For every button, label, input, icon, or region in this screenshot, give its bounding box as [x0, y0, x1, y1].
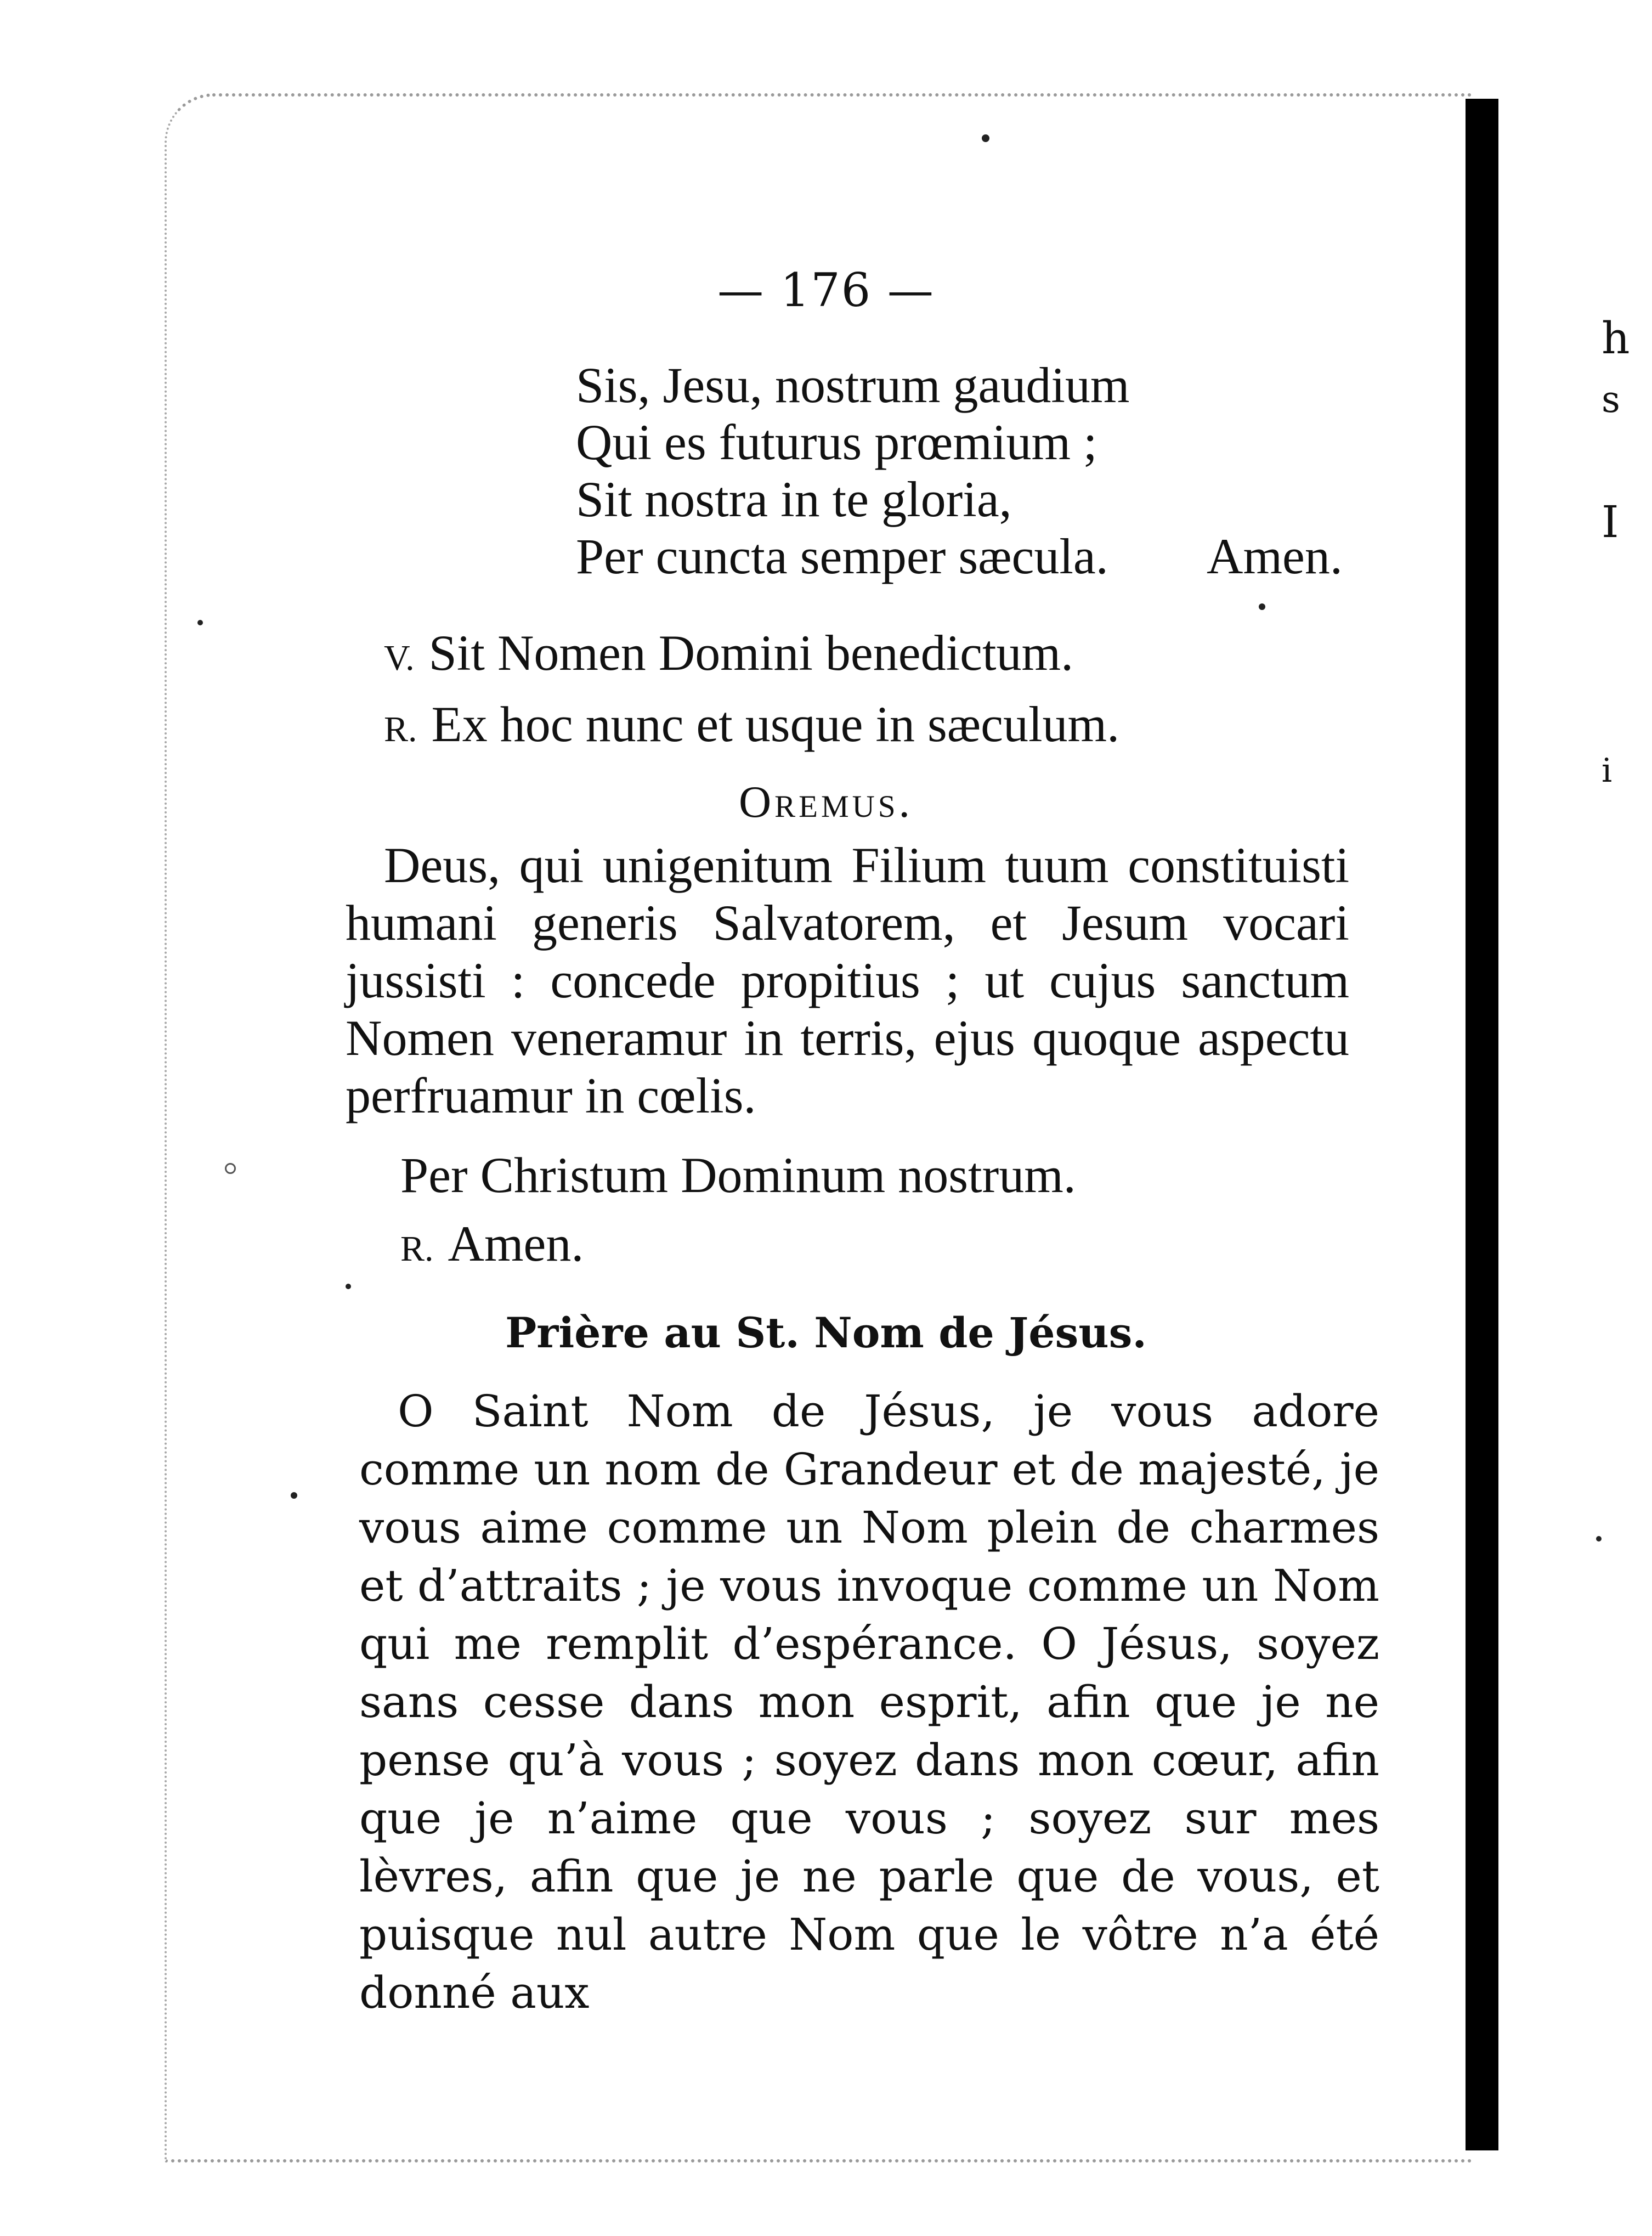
print-speck — [197, 620, 203, 625]
amen-text: Amen. — [448, 1216, 584, 1272]
hymn-amen: Amen. — [1207, 528, 1343, 584]
collect-prayer: Deus, qui unigenitum Filium tuum constituisti humani generis Salvatorem, et Jesum vocari jussisti : concede propitius ; ut cujus sanctum Nomen veneramur in terris, ejus quoque aspectu perfruamur in cœlis. — [346, 837, 1349, 1123]
hymn-stanza — [576, 357, 1371, 585]
print-speck — [291, 1492, 297, 1499]
versicle-mark: V. — [384, 638, 415, 678]
hymn-line: Qui es futurus prœmium ; — [576, 414, 1097, 470]
response — [384, 691, 1371, 763]
response-mark: R. — [400, 1229, 434, 1269]
amen-response — [400, 1215, 584, 1278]
hymn-line-last — [576, 528, 1371, 585]
print-speck — [346, 1284, 351, 1289]
prayer-body: O Saint Nom de Jésus, je vous adore comme un nom de Grandeur et de majesté, je vous aime comme un Nom plein de charmes et d’attraits ; je vous invoque comme un Nom qui me remplit d’espérance. O Jésus, soyez sans cesse dans mon esprit, afin que je ne pense qu’à vous ; soyez dans mon cœur, afin que je n’aime que vous ; soyez sur mes lèvres, afin que je ne parle que de vous, et puisque nul autre Nom que le vôtre n’a été donné aux — [359, 1386, 1379, 2018]
section-heading: Prière au St. Nom de Jésus. — [505, 1308, 1147, 1357]
adjacent-page-letter: I — [1602, 496, 1619, 547]
response-text: Ex hoc nunc et usque in sæculum. — [431, 696, 1120, 752]
hymn-line: Sis, Jesu, nostrum gaudium — [576, 357, 1130, 413]
response-mark: R. — [384, 709, 417, 749]
adjacent-page-letter: h — [1602, 313, 1630, 364]
print-speck — [1596, 1536, 1602, 1542]
page-number: — 176 — — [717, 263, 935, 317]
versicle-response — [384, 620, 1371, 763]
versicle-text: Sit Nomen Domini benedictum. — [428, 625, 1074, 681]
hymn-line: Sit nostra in te gloria, — [576, 471, 1012, 527]
print-speck — [225, 1163, 236, 1174]
print-speck — [1259, 603, 1265, 610]
gutter-shadow — [1466, 99, 1498, 2150]
conclusion-line: Per Christum Dominum nostrum. — [400, 1147, 1076, 1203]
adjacent-page-letter: s — [1602, 379, 1620, 421]
versicle — [384, 620, 1371, 691]
print-speck — [982, 134, 989, 142]
oremus-heading: Oremus. — [738, 777, 914, 827]
adjacent-page-letter: i — [1602, 752, 1613, 790]
hymn-line-text: Per cuncta semper sæcula. — [576, 528, 1108, 584]
